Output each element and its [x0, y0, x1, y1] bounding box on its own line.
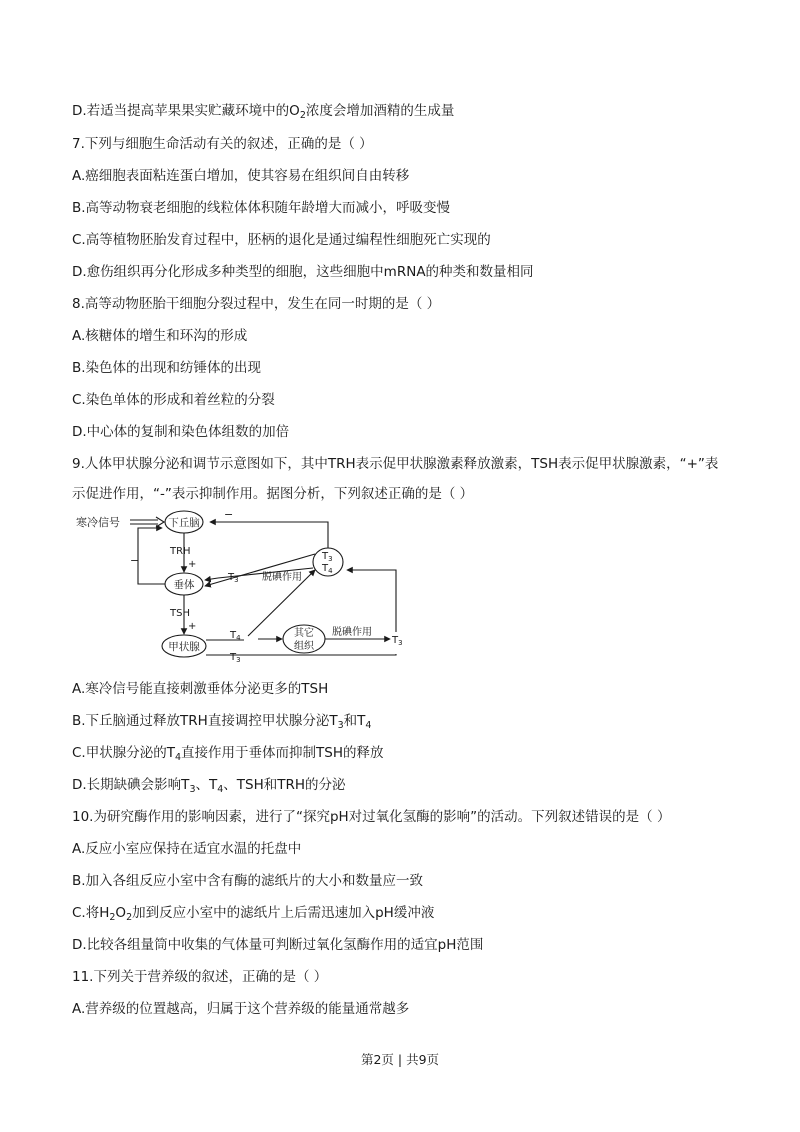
q8-stem: 8.高等动物胚胎干细胞分裂过程中，发生在同一时期的是（ ）	[72, 296, 441, 312]
right-t3-feedback-arrow	[347, 570, 396, 632]
q6-option-d: D.若适当提高苹果果实贮藏环境中的$O_2$浓度会增加酒精的生成量	[72, 103, 455, 121]
q7-option-b: B.高等动物衰老细胞的线粒体体积随年龄增大而减小，呼吸变慢	[72, 200, 451, 216]
left-minus-label: −	[130, 554, 140, 567]
other-tissue-label1: 其它	[294, 628, 314, 639]
center-t3-label: $T_3$	[322, 551, 333, 563]
tissue-t3-label: $T_3$	[392, 635, 403, 647]
tsh-label: TSH	[170, 608, 190, 619]
top-minus-label: −	[224, 508, 234, 521]
center-to-hypothalamus-arrow	[210, 522, 328, 548]
trh-plus-label: +	[188, 559, 197, 570]
thyroid-t4-label: $T_4$	[230, 630, 241, 642]
thyroid-t3-label: $T_3$	[230, 652, 241, 664]
q9-option-b: B.下丘脑通过释放TRH直接调控甲状腺分泌$T_3$和$T_4$	[72, 713, 372, 731]
q9-stem-line2: 示促进作用，“-”表示抑制作用。据图分析，下列叙述正确的是（ ）	[72, 486, 474, 502]
trh-label: TRH	[170, 546, 191, 557]
q7-option-c: C.高等植物胚胎发育过程中，胚柄的退化是通过编程性细胞死亡实现的	[72, 232, 491, 248]
center-deiod-label: 脱碘作用	[262, 572, 302, 583]
q10-option-d: D.比较各组量筒中收集的气体量可判断过氧化氢酶作用的适宜pH范围	[72, 937, 484, 953]
pituitary-t3-label: $T_3$	[228, 572, 239, 584]
tsh-plus-label: +	[188, 621, 197, 632]
q8-option-a: A.核糖体的增生和环沟的形成	[72, 328, 248, 344]
q9-option-c: C.甲状腺分泌的$T_4$直接作用于垂体而抑制TSH的释放	[72, 745, 384, 763]
center-t4-label: $T_4$	[322, 563, 333, 575]
cold-arrow-head	[156, 517, 164, 527]
thyroid-label: 甲状腺	[168, 641, 200, 653]
q7-stem: 7.下列与细胞生命活动有关的叙述，正确的是（ ）	[72, 136, 373, 152]
q10-option-a: A.反应小室应保持在适宜水温的托盘中	[72, 841, 302, 857]
q10-option-c: C.将$H_2O_2$加到反应小室中的滤纸片上后需迅速加入pH缓冲液	[72, 905, 435, 923]
q10-stem: 10.为研究酶作用的影响因素，进行了“探究pH对过氧化氢酶的影响”的活动。下列叙述错误的是（ ）	[72, 809, 671, 825]
other-tissue-label2: 组织	[294, 641, 314, 652]
left-feedback-arrow	[138, 528, 165, 584]
q9-stem-line1: 9.人体甲状腺分泌和调节示意图如下，其中TRH表示促甲状腺激素释放激素，TSH表示促甲状腺激素，“+”表	[72, 456, 719, 472]
q8-option-b: B.染色体的出现和纺锤体的出现	[72, 360, 262, 376]
q9-option-d: D.长期缺碘会影响$T_3$、$T_4$、TSH和TRH的分泌	[72, 777, 346, 795]
center-to-pituitary-arrow	[205, 578, 218, 580]
thyroid-regulation-diagram	[72, 508, 422, 666]
hypothalamus-label: 下丘脑	[168, 517, 200, 529]
q8-option-d: D.中心体的复制和染色体组数的加倍	[72, 424, 290, 440]
q7-option-a: A.癌细胞表面粘连蛋白增加，使其容易在组织间自由转移	[72, 168, 410, 184]
q10-option-b: B.加入各组反应小室中含有酶的滤纸片的大小和数量应一致	[72, 873, 424, 889]
q9-option-a: A.寒冷信号能直接刺激垂体分泌更多的TSH	[72, 681, 329, 697]
cold-signal-label: 寒冷信号	[76, 516, 120, 529]
pituitary-label: 垂体	[173, 579, 195, 591]
page-footer: 第2页 | 共9页	[360, 1052, 440, 1067]
q11-stem: 11.下列关于营养级的叙述，正确的是（ ）	[72, 969, 328, 985]
q8-option-c: C.染色单体的形成和着丝粒的分裂	[72, 392, 275, 408]
tissue-deiod-label: 脱碘作用	[332, 627, 372, 638]
q11-option-a: A.营养级的位置越高，归属于这个营养级的能量通常越多	[72, 1001, 410, 1017]
q7-option-d: D.愈伤组织再分化形成多种类型的细胞，这些细胞中mRNA的种类和数量相同	[72, 264, 534, 280]
